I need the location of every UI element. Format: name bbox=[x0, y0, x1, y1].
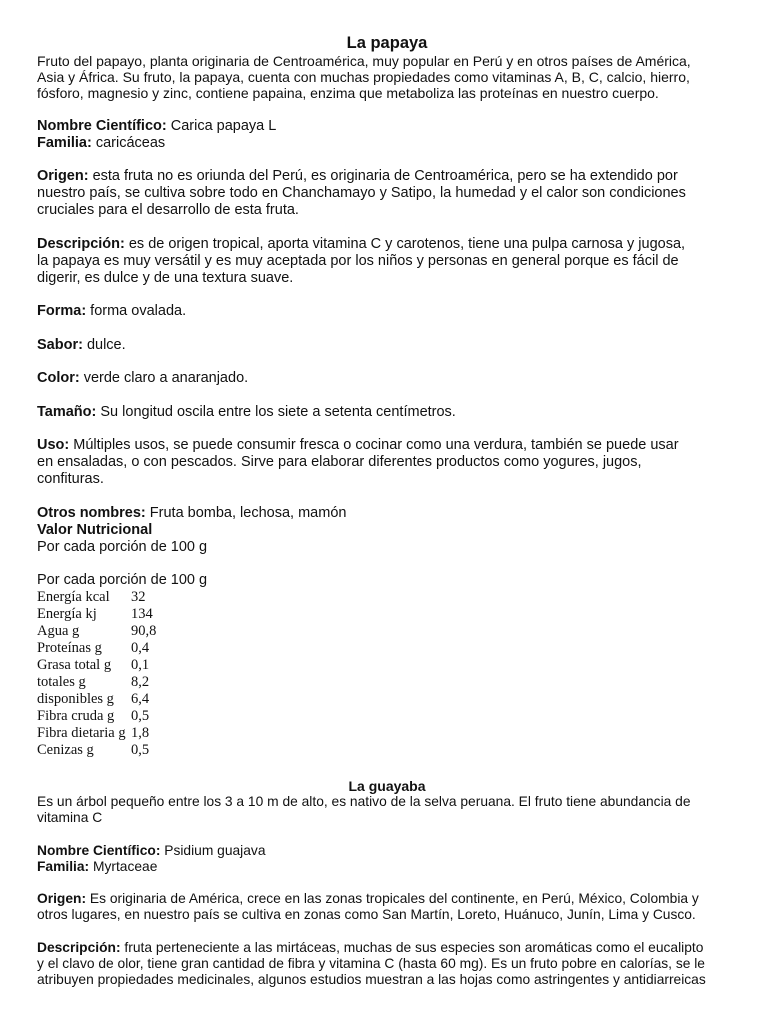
nutrient-name: Cenizas g bbox=[37, 742, 94, 758]
guayaba-nombre-cientifico bbox=[37, 843, 737, 859]
nombre-value: Psidium guajava bbox=[160, 842, 266, 858]
nutrient-value: 8,2 bbox=[131, 674, 150, 690]
descripcion-label: Descripción: bbox=[37, 235, 125, 252]
nutrient-value: 134 bbox=[131, 606, 153, 622]
papaya-nombre-cientifico bbox=[37, 118, 737, 135]
nutrient-name: disponibles g bbox=[37, 691, 114, 707]
sabor-label: Sabor: bbox=[37, 336, 83, 353]
papaya-descripcion bbox=[37, 236, 737, 253]
origen-label: Origen: bbox=[37, 168, 89, 184]
nutrient-name: Energía kj bbox=[37, 606, 97, 622]
guayaba-title: La guayaba bbox=[348, 778, 426, 794]
porcion-text: Por cada porción de 100 g bbox=[37, 538, 208, 555]
otros-label: Otros nombres: bbox=[37, 504, 146, 521]
forma-value: forma ovalada. bbox=[86, 303, 187, 319]
nutrient-value: 0,5 bbox=[131, 708, 150, 724]
color-label: Color: bbox=[37, 370, 80, 386]
nombre-label: Nombre Científico: bbox=[37, 842, 161, 858]
papaya-uso-line: en ensaladas, o con pescados. Sirve para elaborar diferentes productos como yogures, jugos, bbox=[37, 454, 642, 470]
guayaba-origen bbox=[37, 891, 737, 907]
papaya-forma bbox=[37, 303, 737, 320]
papaya-descripcion-line: digerir, es dulce y de una textura suave. bbox=[37, 269, 294, 286]
familia-label: Familia: bbox=[37, 134, 92, 151]
nutrient-value: 32 bbox=[131, 589, 146, 605]
origen-line: esta fruta no es oriunda del Perú, es originaria de Centroamérica, pero se ha extendido por bbox=[88, 168, 678, 184]
nutrition-row bbox=[37, 606, 737, 623]
familia-label: Familia: bbox=[37, 858, 90, 874]
nutrition-row bbox=[37, 623, 737, 640]
nutrient-value: 90,8 bbox=[131, 623, 157, 639]
nutrient-name: totales g bbox=[37, 674, 86, 690]
papaya-origen-line: nuestro país, se cultiva sobre todo en Chanchamayo y Satipo, la humedad y el calor son condiciones bbox=[37, 185, 686, 201]
nutrition-row bbox=[37, 708, 737, 725]
uso-label: Uso: bbox=[37, 437, 70, 453]
nutrient-name: Fibra cruda g bbox=[37, 708, 115, 724]
nutrient-value: 0,5 bbox=[131, 742, 150, 758]
descripcion-label: Descripción: bbox=[37, 939, 121, 955]
sabor-value: dulce. bbox=[82, 336, 126, 353]
tamano-value: Su longitud oscila entre los siete a setenta centímetros. bbox=[96, 403, 456, 420]
origen-label: Origen: bbox=[37, 891, 87, 907]
guayaba-familia bbox=[37, 859, 737, 875]
nutrition-table bbox=[37, 589, 737, 759]
nutrition-row bbox=[37, 657, 737, 674]
papaya-familia bbox=[37, 135, 737, 152]
guayaba-descripcion bbox=[37, 940, 737, 956]
otros-value: Fruta bomba, lechosa, mamón bbox=[145, 504, 347, 521]
nutrition-row bbox=[37, 691, 737, 708]
nutrient-name: Energía kcal bbox=[37, 589, 110, 605]
nutrition-row bbox=[37, 589, 737, 606]
nombre-value: Carica papaya L bbox=[166, 117, 277, 134]
color-value: verde claro a anaranjado. bbox=[79, 370, 249, 386]
nutrient-name: Proteínas g bbox=[37, 640, 102, 656]
papaya-color bbox=[37, 370, 737, 387]
papaya-uso bbox=[37, 437, 737, 454]
guayaba-descripcion-line: y el clavo de olor, tiene gran cantidad de fibra y vitamina C (hasta 60 mg). Es un fruto pobre en calorías, se le bbox=[37, 956, 705, 972]
guayaba-intro-line: Es un árbol pequeño entre los 3 a 10 m de alto, es nativo de la selva peruana. El fruto tiene abundancia de bbox=[37, 794, 691, 809]
nutrient-value: 1,8 bbox=[131, 725, 150, 741]
papaya-intro-line: fósforo, magnesio y zinc, contiene papaina, enzima que metaboliza las proteínas en nuestro cuerpo. bbox=[37, 85, 659, 101]
nutrient-name: Fibra dietaria g bbox=[37, 725, 126, 741]
nutrition-row bbox=[37, 725, 737, 742]
nutrient-value: 0,1 bbox=[131, 657, 150, 673]
papaya-intro-line: Asia y África. Su fruto, la papaya, cuenta con muchas propiedades como vitaminas A, B, C, calcio, hierro, bbox=[37, 69, 690, 85]
familia-value: caricáceas bbox=[91, 134, 166, 151]
papaya-descripcion-line: la papaya es muy versátil y es muy aceptada por los niños y personas en general porque es fácil de bbox=[37, 252, 679, 269]
papaya-uso-line: confituras. bbox=[37, 471, 104, 487]
descripcion-line: fruta perteneciente a las mirtáceas, muchas de sus especies son aromáticas como el eucalipto bbox=[120, 939, 704, 955]
guayaba-origen-line: otros lugares, en nuestro país se cultiva en zonas como San Martín, Loreto, Huánuco, Junín, Lima y Cusco. bbox=[37, 907, 696, 923]
porcion-text: Por cada porción de 100 g bbox=[37, 572, 208, 588]
papaya-intro-line: Fruto del papayo, planta originaria de Centroamérica, muy popular en Perú y en otros países de América, bbox=[37, 53, 691, 69]
guayaba-descripcion-line: atribuyen propiedades medicinales, algunos estudios muestran a las hojas como astringentes y antidiarreicas bbox=[37, 972, 706, 988]
nutrient-name: Agua g bbox=[37, 623, 80, 639]
tamano-label: Tamaño: bbox=[37, 403, 97, 420]
nutrition-row bbox=[37, 742, 737, 759]
descripcion-line: es de origen tropical, aporta vitamina C y carotenos, tiene una pulpa carnosa y jugosa, bbox=[124, 235, 686, 252]
valor-nutricional-heading bbox=[37, 522, 737, 539]
papaya-otros-nombres bbox=[37, 505, 737, 522]
document-page bbox=[37, 34, 737, 989]
papaya-sabor bbox=[37, 337, 737, 354]
nombre-label: Nombre Científico: bbox=[37, 117, 167, 134]
nutrient-value: 6,4 bbox=[131, 691, 150, 707]
valor-label: Valor Nutricional bbox=[37, 521, 153, 538]
papaya-origen-line: cruciales para el desarrollo de esta fruta. bbox=[37, 202, 299, 218]
uso-line: Múltiples usos, se puede consumir fresca o cocinar como una verdura, también se puede usar bbox=[69, 437, 679, 453]
familia-value: Myrtaceae bbox=[89, 858, 158, 874]
guayaba-intro-line: vitamina C bbox=[37, 810, 103, 826]
origen-line: Es originaria de América, crece en las zonas tropicales del continente, en Perú, México, Colombia y bbox=[86, 891, 699, 907]
nutrient-value: 0,4 bbox=[131, 640, 150, 656]
papaya-origen bbox=[37, 168, 737, 185]
papaya-title: La papaya bbox=[346, 34, 428, 52]
nutrient-name: Grasa total g bbox=[37, 657, 112, 673]
nutrition-row bbox=[37, 674, 737, 691]
nutrition-row bbox=[37, 640, 737, 657]
forma-label: Forma: bbox=[37, 303, 87, 319]
papaya-tamano bbox=[37, 404, 737, 421]
